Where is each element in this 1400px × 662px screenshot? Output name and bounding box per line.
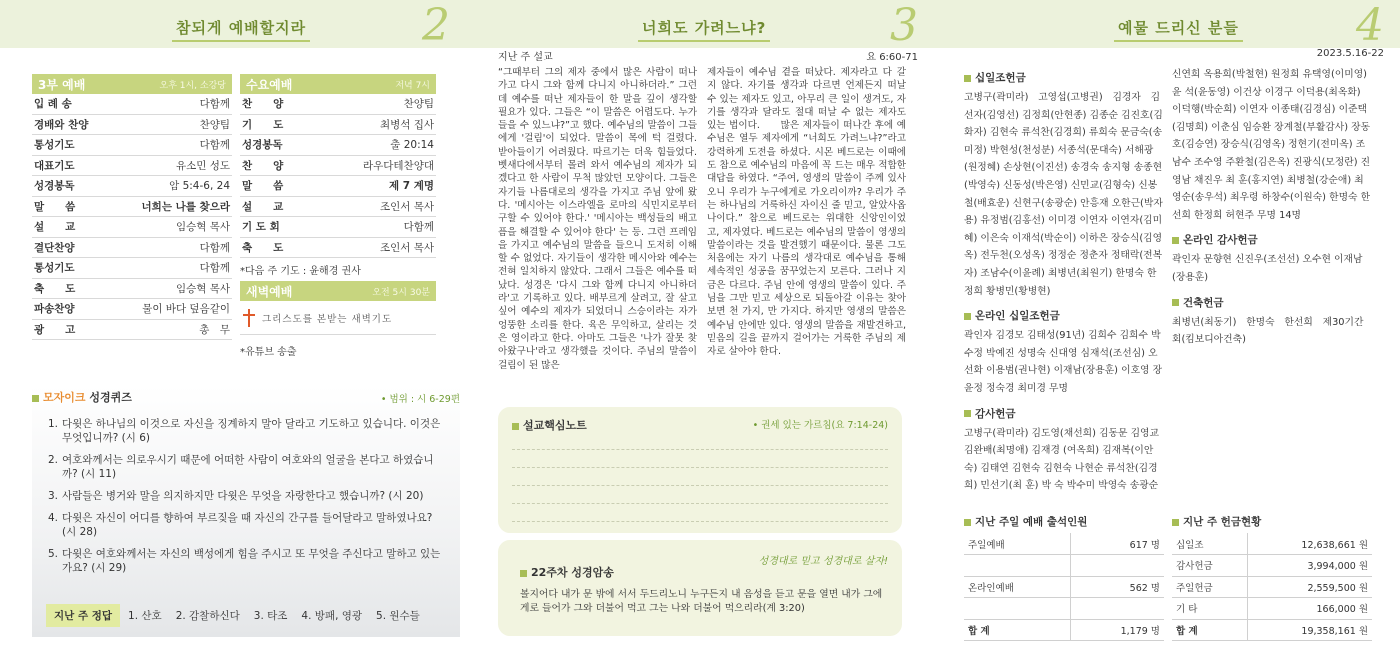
quiz-answer: 1. 산호 bbox=[128, 609, 162, 622]
page-header bbox=[466, 0, 934, 51]
order-item-value: 출 20:14 bbox=[390, 139, 434, 152]
summary-row bbox=[1172, 555, 1372, 577]
order-row bbox=[32, 299, 232, 320]
note-line bbox=[512, 503, 888, 504]
online-tithe-names: 곽인자 김경모 김태성(91년) 김희수 김희수 박수정 박예진 성명숙 신대영 심재석(조선심) 오선화 이용범(권나현) 이재남(장용훈) 이호영 장윤정 정숙경 최미경 무명 bbox=[964, 330, 1163, 394]
summary-label: 합 계 bbox=[964, 619, 1070, 641]
order-row bbox=[32, 94, 232, 115]
summary-value: 2,559,500 원 bbox=[1247, 576, 1372, 598]
sermon-column-1 bbox=[498, 66, 697, 372]
order-item-label: 입 례 송 bbox=[34, 98, 72, 111]
next-prayer-note: *다음 주 기도 : 윤해경 권사 bbox=[240, 266, 361, 277]
summary-row bbox=[964, 619, 1164, 641]
tithe-names-continued: 신연희 옥용희(박철현) 원정희 유택영(이미영) 윤 석(윤동영) 이건상 이경구 이덕용(최옥화) 이덕행(박순희) 이연자 이종태(김경심) 이준택(김명희) 이춘심 임승환 장계철(부활감사) 장동호(김승연) 장승식(김영옥) 정현기(전미옥) 조남수 조수영 주환철(김은옥) 진광식(모정란) 진영남 채진우 최 훈(홍지연) 최병철(강순애) 최영순(송우석) 최우령 하창수(이원숙) 한명숙 한선희 한정희 허현주 무명 14명 bbox=[1172, 69, 1371, 221]
order-item-label: 설 교 bbox=[34, 221, 76, 234]
order-item-value: 조인서 목사 bbox=[379, 200, 434, 213]
order-row bbox=[32, 135, 232, 156]
quiz-title-label: 성경퀴즈 bbox=[89, 391, 132, 404]
order-item-value: 임승혁 목사 bbox=[175, 221, 230, 234]
quiz-title bbox=[32, 389, 132, 405]
note-line bbox=[512, 521, 888, 522]
order-item-label: 결단찬양 bbox=[34, 241, 75, 254]
summary-row bbox=[964, 598, 1164, 620]
page-3-sermon bbox=[466, 0, 934, 662]
summary-value: 1,179 명 bbox=[1070, 619, 1164, 641]
summary-value: 617 명 bbox=[1070, 533, 1164, 555]
order-item-value: 물이 바다 덮음같이 bbox=[142, 303, 230, 316]
order-item-value: 유소민 성도 bbox=[175, 159, 230, 172]
order-row bbox=[240, 238, 436, 259]
order-item-value: 다함께 bbox=[199, 262, 230, 275]
offering-date: 2023.5.16-22 bbox=[1316, 48, 1384, 59]
quiz-question-number: 1. bbox=[48, 418, 59, 430]
online-tithe-title: 온라인 십일조헌금 bbox=[964, 308, 1164, 323]
order-row bbox=[32, 238, 232, 259]
page-header bbox=[934, 0, 1400, 51]
order-item-label: 말 씀 bbox=[242, 180, 284, 193]
sermon-label: 지난 주 설교 bbox=[498, 52, 553, 63]
order-item-label: 성경봉독 bbox=[34, 180, 75, 193]
sermon-notes-sub: • 권세 있는 가르침(요 7:14-24) bbox=[752, 420, 888, 431]
note-line bbox=[512, 449, 888, 450]
wednesday-service-time: 저녁 7시 bbox=[395, 81, 430, 91]
building-title: 건축헌금 bbox=[1172, 295, 1372, 310]
order-row bbox=[32, 156, 232, 177]
summary-label: 주일예배 bbox=[964, 533, 1070, 555]
thanks-section bbox=[964, 406, 1164, 495]
page-2-worship bbox=[0, 0, 466, 662]
order-row bbox=[32, 258, 232, 279]
summary-row bbox=[1172, 533, 1372, 555]
thanks-names: 고병구(곽미라) 김도영(채선희) 김동문 김영교 김완배(최명애) 김재경 (여옥희) 김재복(이안숙) 김태연 김현숙 김현숙 나현순 류석찬(김경희) 민선기(최 훈) 박 숙 박수미 박영숙 송광순 bbox=[964, 427, 1159, 492]
order-row bbox=[240, 94, 436, 115]
order-item-label: 축 도 bbox=[34, 282, 76, 295]
order-item-value: 다함께 bbox=[199, 139, 230, 152]
online-tithe-section bbox=[964, 308, 1164, 397]
order-item-label: 축 도 bbox=[242, 241, 284, 254]
offerings-left-column bbox=[964, 70, 1164, 503]
summary-label: 기 타 bbox=[1172, 598, 1247, 620]
quiz-title-mosaic: 모자이크 bbox=[43, 391, 86, 404]
order-item-label: 경배와 찬양 bbox=[34, 118, 89, 131]
attendance-title: 지난 주일 예배 출석인원 bbox=[964, 514, 1164, 529]
order-item-label: 통성기도 bbox=[34, 139, 75, 152]
quiz-question-text: 다윗은 여호와께서는 자신의 백성에게 힘을 주시고 또 무엇을 주신다고 말하고 있는가요? (시 29) bbox=[62, 548, 441, 574]
order-item-label: 찬 양 bbox=[242, 159, 284, 172]
memory-slogan: 성경대로 믿고 성경대로 살자! bbox=[758, 556, 888, 567]
order-row bbox=[32, 176, 232, 197]
quiz-answer: 4. 방패, 영광 bbox=[301, 609, 363, 622]
order-item-value: 찬양팀 bbox=[199, 118, 230, 131]
quiz-answer: 3. 타조 bbox=[253, 609, 288, 622]
page-4-offerings bbox=[934, 0, 1400, 662]
attendance-section bbox=[964, 514, 1164, 641]
order-row bbox=[32, 320, 232, 341]
quiz-question-number: 5. bbox=[48, 548, 59, 560]
bible-quiz bbox=[32, 385, 460, 637]
wednesday-service-header bbox=[240, 74, 436, 94]
quiz-header bbox=[32, 385, 460, 409]
dawn-prayer-logo-text: 그리스도를 본받는 새벽기도 bbox=[262, 313, 393, 325]
order-item-label: 광 고 bbox=[34, 323, 76, 336]
order-item-value: 총 무 bbox=[199, 323, 230, 336]
summary-row bbox=[1172, 619, 1372, 641]
quiz-question bbox=[48, 453, 442, 481]
sermon-notes-title: 설교핵심노트 bbox=[512, 417, 587, 433]
quiz-range: • 범위 : 시 6-29편 bbox=[380, 394, 460, 405]
summary-value bbox=[1070, 555, 1164, 577]
order-item-label: 파송찬양 bbox=[34, 303, 75, 316]
memory-verse-box bbox=[498, 540, 902, 636]
online-thanks-title: 온라인 감사헌금 bbox=[1172, 232, 1372, 247]
sermon-text bbox=[498, 66, 906, 372]
page-number: 3 bbox=[890, 0, 918, 51]
summary-label: 합 계 bbox=[1172, 619, 1247, 641]
summary-label bbox=[964, 598, 1070, 620]
page-title: 너희도 가려느냐? bbox=[638, 17, 770, 42]
order-row bbox=[240, 156, 436, 177]
order-item-value: 최병석 집사 bbox=[379, 118, 434, 131]
square-bullet-icon bbox=[1172, 237, 1179, 244]
quiz-question-number: 4. bbox=[48, 512, 59, 524]
quiz-question bbox=[48, 547, 442, 575]
note-line bbox=[512, 467, 888, 468]
summary-row bbox=[964, 533, 1164, 555]
summary-label: 감사헌금 bbox=[1172, 555, 1247, 577]
square-bullet-icon bbox=[964, 410, 971, 417]
dawn-service-time: 오전 5시 30분 bbox=[372, 288, 430, 298]
third-service-header bbox=[32, 74, 232, 94]
wednesday-service-order bbox=[240, 94, 436, 258]
quiz-question bbox=[48, 511, 442, 539]
summary-value: 166,000 원 bbox=[1247, 598, 1372, 620]
order-item-value: 임승혁 목사 bbox=[175, 282, 230, 295]
square-bullet-icon bbox=[32, 395, 39, 402]
square-bullet-icon bbox=[1172, 299, 1179, 306]
offering-total-section bbox=[1172, 514, 1372, 641]
order-item-label: 설 교 bbox=[242, 200, 284, 213]
third-service-title: 3부 예배 bbox=[38, 78, 86, 92]
order-row bbox=[32, 217, 232, 238]
quiz-question-number: 3. bbox=[48, 490, 59, 502]
order-row bbox=[32, 115, 232, 136]
order-item-value: 찬양팀 bbox=[403, 98, 434, 111]
dawn-service-title: 새벽예배 bbox=[246, 285, 293, 299]
online-thanks-names: 곽인자 문향현 신진우(조선선) 오수현 이재남(장용훈) bbox=[1172, 254, 1363, 283]
third-service-section bbox=[32, 74, 232, 340]
summary-row bbox=[964, 576, 1164, 598]
wednesday-service-title: 수요예배 bbox=[246, 78, 293, 92]
square-bullet-icon bbox=[964, 313, 971, 320]
summary-label: 온라인예배 bbox=[964, 576, 1070, 598]
quiz-question-text: 여호와께서는 의로우시기 때문에 어떠한 사람이 여호와의 얼굴을 본다고 하였습니까? (시 11) bbox=[62, 454, 434, 480]
square-bullet-icon bbox=[520, 570, 527, 577]
wednesday-service-section bbox=[240, 74, 436, 358]
sermon-reference: 요 6:60-71 bbox=[866, 52, 918, 63]
summary-row bbox=[964, 555, 1164, 577]
order-item-value: 암 5:4-6, 24 bbox=[169, 180, 230, 193]
third-service-order bbox=[32, 94, 232, 340]
square-bullet-icon bbox=[964, 75, 971, 82]
order-item-value: 다함께 bbox=[199, 98, 230, 111]
square-bullet-icon bbox=[512, 423, 519, 430]
order-row bbox=[240, 135, 436, 156]
building-section bbox=[1172, 295, 1372, 349]
quiz-question-text: 다윗은 자신이 어디를 향하여 부르짖을 때 자신의 간구를 들어달라고 말하였나요? (시 28) bbox=[62, 512, 433, 538]
memory-verse-text: 볼지어다 내가 문 밖에 서서 두드리노니 누구든지 내 음성을 듣고 문을 열면 내가 그에게로 들어가 그와 더불어 먹고 그는 나와 더불어 먹으리라(계 3:20) bbox=[520, 589, 883, 614]
summary-row bbox=[1172, 598, 1372, 620]
order-item-label: 대표기도 bbox=[34, 159, 75, 172]
memory-title: 22주차 성경암송 bbox=[520, 564, 614, 580]
quiz-question-number: 2. bbox=[48, 454, 59, 466]
dawn-service-header bbox=[240, 281, 436, 301]
cross-icon bbox=[242, 309, 256, 327]
order-item-value: 다함께 bbox=[199, 241, 230, 254]
order-item-value: 너희는 나를 찾으라 bbox=[141, 200, 230, 213]
order-row bbox=[240, 197, 436, 218]
order-row bbox=[32, 279, 232, 300]
order-item-label: 기 도 회 bbox=[242, 221, 280, 234]
sermon-notes-box bbox=[498, 407, 902, 533]
order-item-label: 찬 양 bbox=[242, 98, 284, 111]
order-row bbox=[240, 115, 436, 136]
offering-total-title: 지난 주 헌금현황 bbox=[1172, 514, 1372, 529]
summary-label bbox=[964, 555, 1070, 577]
sermon-column-2 bbox=[707, 66, 906, 372]
tithe-continued bbox=[1172, 66, 1372, 224]
order-item-label: 성경봉독 bbox=[242, 139, 283, 152]
sermon-notes-header bbox=[512, 417, 888, 433]
page-number: 2 bbox=[422, 0, 450, 51]
tithe-section bbox=[964, 70, 1164, 300]
quiz-question bbox=[48, 489, 442, 503]
order-item-value: 다함께 bbox=[403, 221, 434, 234]
attendance-table bbox=[964, 533, 1164, 641]
sermon-column-2-text: 제자들이 예수님 곁을 떠났다. 제자라고 다 갈 지 않다. 자기를 생각과 다르면 언제든지 떠날 수 있는 제자도 있고, 아무리 큰 일이 생겨도, 자기를 생각과 달라도 절대 떠날 수 없는 제자도 있는 법이다. 많은 제자들이 떠나간 후에 예수님은 열두 제자에게 “너희도 가려느냐?”라고 강력하게 도전을 하셨다. 시몬 베드로는 이때에도 참으로 예수님의 마음에 꼭 드는 매우 적합한 대답을 하였다. “주여, 영생의 말씀이 주께 있사오니 우리가 누구에게로 가오리이까? 우리가 주는 하나님의 거룩하신 자이신 줄 믿고, 알았사옵나이다.” 참으로 베드로는 위대한 신앙인이었고, 제자였다. 베드로는 예수님의 말씀이 영생의 말씀이라는 것을 발견했기 때문이다. 물론 그도 처음에는 자기 나름의 생각대로 예수님을 통해 세속적인 성공을 꿈꾸었는지 모른다. 그러나 지금은 다르다. 주님 안에 영생의 말씀이 있다. 주님을 그만 믿고 세상으로 되돌아갈 이유는 찾아보면 천 가지, 만 가지다. 하지만 영생의 말씀은 예수님 안에만 있다. 영생의 말씀을 재발견하고, 믿음의 길을 끝까지 걸어가는 거룩한 주님의 제자로 살아야 한다. bbox=[707, 67, 906, 358]
order-item-value: 제 7 계명 bbox=[388, 180, 434, 193]
page-number: 4 bbox=[1356, 0, 1384, 51]
sermon-meta bbox=[498, 48, 918, 63]
square-bullet-icon bbox=[1172, 519, 1179, 526]
building-names: 최병년(최동기) 한명숙 한선희 제30기간회(킴보디아건축) bbox=[1172, 316, 1364, 346]
note-line bbox=[512, 485, 888, 486]
page-title: 참되게 예배할지라 bbox=[172, 17, 310, 42]
offerings-right-column bbox=[1172, 66, 1372, 357]
order-item-label: 말 씀 bbox=[34, 200, 76, 213]
order-item-value: 라우다테찬양대 bbox=[362, 159, 434, 172]
sermon-column-1-text: “그때부터 그의 제자 중에서 많은 사람이 떠나가고 다시 그와 함께 다니지 아니하더라.” 그런데 예수를 떠난 제자들이 한 말을 깊이 생각할 필요가 있다. 그들은 “이 말씀은 어렵도다. 누가 들을 수 있느냐?”고 했다. 예수님의 말씀이 그들에게 '걸림'이 되었다. 말씀이 목에 턱 걸렸다. 받아들이기 어려웠다. 따르기는 더욱 힘들었다. 벳새다에서부터 몰려 와서 예수님의 제자가 되겠다고 한 사람이 무척 많았던 모양이다. 그들은 자기들 나름대로의 생각을 가지고 주님 앞에 왔다. '메시아는 이스라엘을 로마의 식민지로부터 구할 수 있어야 한다.' '메시아는 백성들의 배고픔을 해결할 수 있어야 한다' 는 등. 그런 프레임을 가지고 예수님의 말씀을 들으니 도저히 이해할 수 없었다. 자기들이 생각한 메시아와 예수는 전혀 일치하지 않았다. 그래서 그들은 예수를 떠났다. 성경은 '다시 그와 함께 다니지 아니하더라'고 기록하고 있다. 배부르게 살려고, 잘 살고 싶어 예수의 제자가 되었더니 스승이라는 자가 엉뚱한 소리를 한다. 육은 무익하고, 살리는 것은 영이라고 한다. 아마도 그들은 '나가 잘못 찾아왔구나'라고 생각했을 것이다. 주님의 말씀이 걸림이 된 많은 bbox=[498, 67, 697, 371]
tithe-names: 고병구(곽미라) 고영섭(고병권) 김경자 김선자(김영선) 김정희(안현종) 김종순 김진호(김화자) 김현숙 류석찬(김경희) 류희숙 문금숙(송미정) 박현성(천성분) 서종석(문대숙) 서해광(원정혜) 손상현(이진선) 송경숙 송지형 송종현(박영숙) 신동성(박은영) 신민교(김형숙) 신봉철(배효운) 신현구(송광순) 안흥재 오한근(박자용) 유정범(김홍선) 이미경 이연자 이연자(김미혜) 이은숙 이재석(박순이) 이하은 장승식(김영옥) 전두천(오성옥) 정정순 정춘자 정태락(전복자) 조남수(이윤례) 최병년(최원기) 한명숙 한정희 황병민(황병현) bbox=[964, 92, 1163, 297]
order-item-label: 통성기도 bbox=[34, 262, 75, 275]
last-week-answers-label: 지난 주 정답 bbox=[46, 604, 120, 627]
summary-value bbox=[1070, 598, 1164, 620]
quiz-answer: 5. 원수들 bbox=[376, 609, 420, 622]
youtube-note: *유튜브 송출 bbox=[240, 347, 297, 358]
quiz-questions bbox=[32, 409, 460, 575]
summary-label: 주일헌금 bbox=[1172, 576, 1247, 598]
quiz-answer: 2. 감찰하신다 bbox=[175, 609, 240, 622]
dawn-prayer-logo bbox=[240, 301, 436, 335]
offering-table bbox=[1172, 533, 1372, 641]
summary-row bbox=[1172, 576, 1372, 598]
order-row bbox=[240, 176, 436, 197]
summary-value: 12,638,661 원 bbox=[1247, 533, 1372, 555]
answers-list bbox=[128, 608, 434, 623]
page-header bbox=[0, 0, 466, 51]
page-title: 예물 드리신 분들 bbox=[1114, 17, 1243, 42]
order-row bbox=[32, 197, 232, 218]
quiz-question-text: 다윗은 하나님의 이것으로 자신을 징계하지 말아 달라고 기도하고 있습니다. 이것은 무엇입니까? (시 6) bbox=[62, 418, 441, 444]
quiz-question-text: 사람들은 병거와 말을 의지하지만 다윗은 무엇을 자랑한다고 했습니까? (시 20) bbox=[62, 490, 424, 502]
online-thanks-section bbox=[1172, 232, 1372, 286]
quiz-answers bbox=[46, 603, 434, 627]
third-service-time: 오후 1시, 소강당 bbox=[159, 81, 226, 91]
summary-value: 3,994,000 원 bbox=[1247, 555, 1372, 577]
quiz-question bbox=[48, 417, 442, 445]
thanks-title: 감사헌금 bbox=[964, 406, 1164, 421]
square-bullet-icon bbox=[964, 519, 971, 526]
order-item-value: 조인서 목사 bbox=[379, 241, 434, 254]
order-row bbox=[240, 217, 436, 238]
order-item-label: 기 도 bbox=[242, 118, 284, 131]
tithe-title: 십일조헌금 bbox=[964, 70, 1164, 85]
summary-label: 십일조 bbox=[1172, 533, 1247, 555]
summary-value: 19,358,161 원 bbox=[1247, 619, 1372, 641]
summary-value: 562 명 bbox=[1070, 576, 1164, 598]
